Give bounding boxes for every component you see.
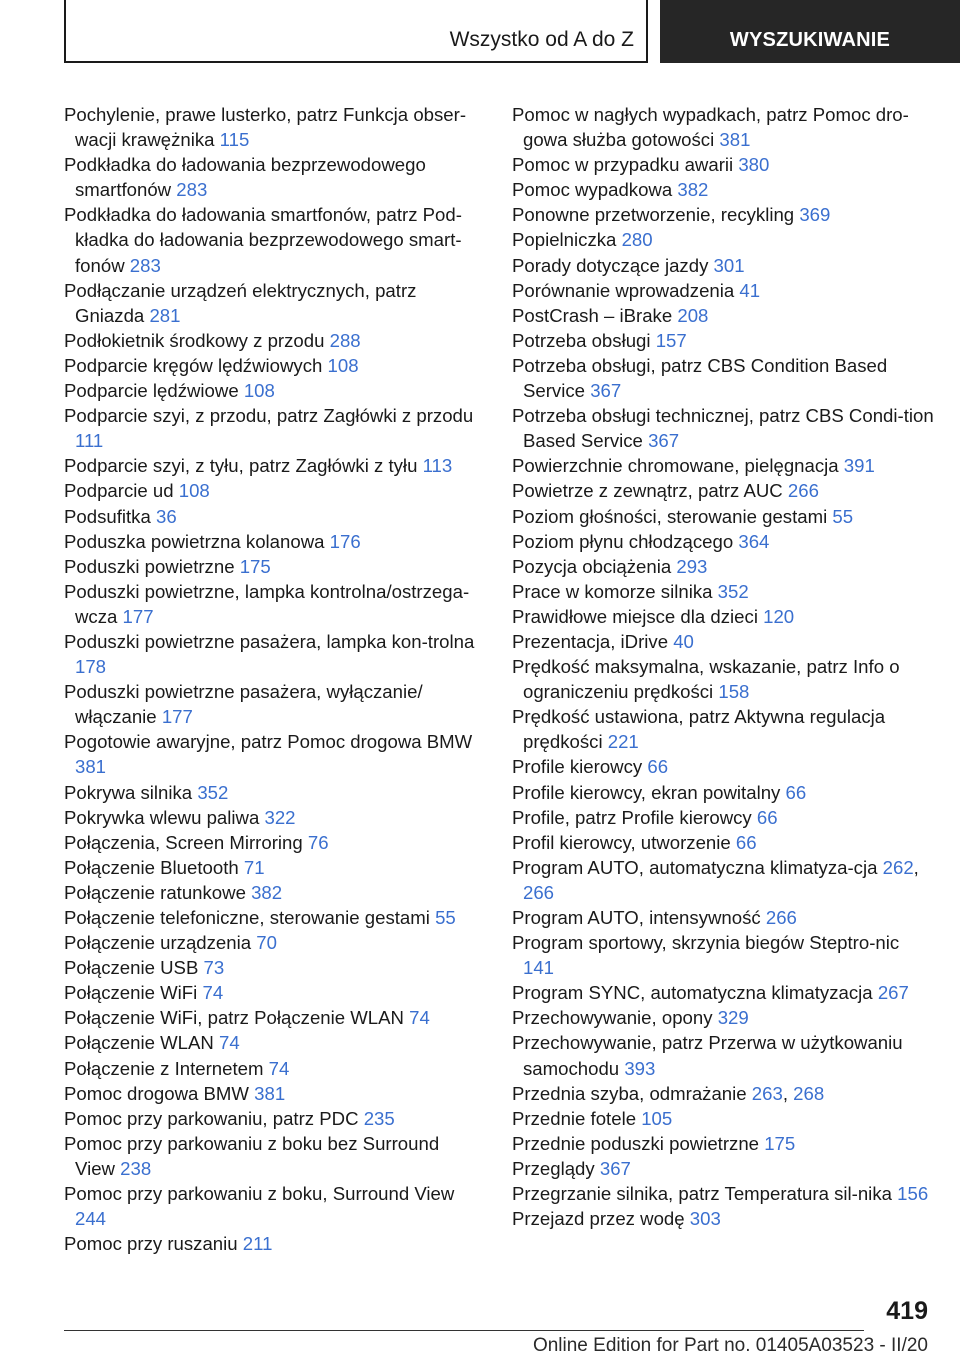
- index-entry: [512, 328, 934, 353]
- page-link[interactable]: 281: [149, 304, 181, 326]
- index-entry: [64, 1081, 484, 1106]
- index-entry-text: Pomoc wypadkowa: [512, 179, 673, 201]
- index-entry: [512, 253, 934, 278]
- page-link[interactable]: 156: [897, 1183, 929, 1205]
- page-link[interactable]: 74: [409, 1007, 430, 1029]
- footer-divider: [64, 1330, 864, 1331]
- page-link[interactable]: 283: [176, 179, 208, 201]
- page-link[interactable]: 141: [523, 957, 555, 979]
- page-link[interactable]: 301: [713, 254, 745, 276]
- page-link[interactable]: 36: [156, 505, 177, 527]
- page-link[interactable]: 263: [751, 1082, 783, 1104]
- page-link[interactable]: 74: [219, 1032, 240, 1054]
- page-link[interactable]: 55: [435, 907, 456, 928]
- index-entry: [64, 930, 484, 955]
- page-link[interactable]: 381: [254, 1082, 286, 1104]
- index-entry-text: Połączenie WiFi: [64, 982, 198, 1004]
- index-column-left: [64, 102, 484, 1256]
- index-entry-text: Ponowne przetworzenie, recykling: [512, 204, 795, 226]
- index-entry: [64, 554, 484, 579]
- index-entry: [64, 152, 484, 202]
- page-link[interactable]: 303: [689, 1208, 721, 1230]
- index-entry-text: Połączenie ratunkowe: [64, 881, 246, 903]
- page-link[interactable]: 352: [197, 781, 229, 803]
- index-entry-text: Popielniczka: [512, 229, 617, 251]
- page-link[interactable]: 288: [329, 329, 361, 351]
- index-entry: [512, 227, 934, 252]
- index-entry: [64, 780, 484, 805]
- index-entry-text: Potrzeba obsługi, patrz CBS Condition Based Service: [512, 354, 888, 402]
- page-link[interactable]: 176: [329, 530, 361, 552]
- index-entry-text: Połączenia, Screen Mirroring: [64, 831, 303, 853]
- page-link[interactable]: 267: [877, 982, 909, 1004]
- index-entry-text: Poziom głośności, sterowanie gestami: [512, 505, 828, 527]
- page-link[interactable]: 108: [178, 480, 210, 502]
- index-entry-text: Powierzchnie chromowane, pielęgnacja: [512, 455, 839, 477]
- page-link[interactable]: 157: [655, 329, 687, 351]
- page-link[interactable]: 105: [641, 1107, 673, 1129]
- page-link[interactable]: 367: [648, 430, 680, 452]
- page-link[interactable]: 115: [219, 129, 250, 151]
- page-link[interactable]: 393: [624, 1057, 656, 1079]
- index-entry-text: Program sportowy, skrzynia biegów Steptro-nic: [512, 932, 900, 954]
- page-link[interactable]: 40: [673, 630, 694, 652]
- page-link[interactable]: 262: [882, 856, 914, 878]
- index-entry-text: Przednie fotele: [512, 1107, 637, 1129]
- page-link[interactable]: 381: [75, 756, 107, 778]
- index-entry: [64, 378, 484, 403]
- page-link[interactable]: 175: [239, 555, 271, 577]
- index-entry: [64, 980, 484, 1005]
- page-link[interactable]: 55: [832, 505, 854, 527]
- index-entry: [64, 729, 484, 779]
- index-entry: [64, 579, 484, 629]
- index-entry-text: PostCrash – iBrake: [512, 304, 673, 326]
- index-entry-text: Poduszki powietrzne pasażera, wyłączanie/ włączanie: [64, 681, 423, 728]
- index-entry-text: Przednia szyba, odmrażanie: [512, 1082, 747, 1104]
- index-entry-text: Pomoc przy parkowaniu z boku, Surround View: [64, 1183, 455, 1205]
- index-entry-text: Profil kierowcy, utworzenie: [512, 831, 731, 853]
- index-entry: [512, 1131, 934, 1156]
- page-link[interactable]: 178: [75, 656, 107, 678]
- index-entry: [64, 1056, 484, 1081]
- index-entry: [512, 478, 934, 503]
- index-entry: [512, 704, 934, 754]
- page-link[interactable]: 73: [203, 957, 225, 979]
- index-entry: Program AUTO, automatyczna klimatyza-cja 262, 266: [512, 856, 919, 903]
- index-entry-text: Połączenie urządzenia: [64, 932, 252, 954]
- index-entry-text: Prezentacja, iDrive: [512, 630, 669, 652]
- index-entry-text: Podłokietnik środkowy z przodu: [64, 329, 325, 351]
- index-entry-text: Połączenie z Internetem: [64, 1057, 264, 1079]
- index-entry: [512, 504, 934, 529]
- index-entry: [64, 403, 484, 453]
- page-link[interactable]: 74: [268, 1057, 290, 1079]
- page-link[interactable]: 70: [256, 932, 277, 954]
- index-entry-text: Pochylenie, prawe lusterko, patrz Funkcja obser-wacji krawężnika: [64, 104, 467, 151]
- index-entry: [64, 102, 484, 152]
- index-entry: [64, 478, 484, 503]
- index-entry: [512, 1106, 934, 1131]
- page-link[interactable]: 322: [264, 806, 296, 828]
- index-entry: [64, 855, 484, 880]
- index-entry: [512, 278, 934, 303]
- index-entry: [64, 353, 484, 378]
- index-entry: [64, 679, 484, 729]
- index-entry-text: Poduszki powietrzne, lampka kontrolna/ostrzega-wcza: [64, 580, 470, 627]
- index-entry: [512, 604, 934, 629]
- index-entry-text: Podparcie kręgów lędźwiowych: [64, 354, 323, 376]
- index-entry: [64, 1106, 484, 1131]
- page-link[interactable]: 66: [735, 831, 757, 853]
- section-title: Wszystko od A do Z: [449, 28, 634, 51]
- page-link[interactable]: 280: [621, 229, 653, 251]
- page-link[interactable]: 367: [599, 1157, 631, 1179]
- index-entry-text: Pomoc przy parkowaniu z boku bez Surround View: [64, 1132, 440, 1179]
- index-entry: [512, 303, 934, 328]
- index-entry: [512, 102, 934, 152]
- page-link[interactable]: 382: [677, 179, 709, 201]
- index-entry-text: Podsufitka: [64, 505, 151, 527]
- index-entry-text: Potrzeba obsługi: [512, 329, 651, 351]
- index-entry-text: Pomoc przy parkowaniu, patrz PDC: [64, 1107, 359, 1129]
- index-entry: [512, 353, 934, 403]
- page-link[interactable]: 66: [785, 781, 807, 803]
- page-link[interactable]: 175: [764, 1132, 796, 1154]
- index-entry-text: Porównanie wprowadzenia: [512, 279, 735, 301]
- index-entry: [512, 554, 934, 579]
- index-entry: [512, 1156, 934, 1181]
- page-link[interactable]: 382: [251, 881, 283, 903]
- index-entry-text: Prawidłowe miejsce dla dzieci: [512, 605, 758, 627]
- index-entry: [512, 1005, 934, 1030]
- index-entry-text: Poduszki powietrzne: [64, 555, 235, 577]
- page-link[interactable]: 266: [523, 881, 555, 903]
- section-tab: [64, 0, 648, 63]
- index-entry-text: Program AUTO, automatyczna klimatyza-cja: [512, 856, 878, 878]
- index-entry: [64, 328, 484, 353]
- page-link[interactable]: 364: [738, 530, 770, 552]
- index-entry-text: Pozycja obciążenia: [512, 555, 672, 577]
- index-entry-text: Prace w komorze silnika: [512, 580, 713, 602]
- index-entry-text: Połączenie Bluetooth: [64, 856, 239, 878]
- index-entry: [512, 780, 934, 805]
- search-tab[interactable]: [660, 0, 960, 63]
- index-entry-text: Profile kierowcy, ekran powitalny: [512, 781, 781, 803]
- page-link[interactable]: 108: [243, 380, 275, 402]
- index-entry-text: Przegrzanie silnika, patrz Temperatura sil-nika: [512, 1183, 892, 1205]
- index-column-right: [512, 102, 934, 1231]
- page-link[interactable]: 244: [75, 1208, 107, 1230]
- index-entry: [64, 805, 484, 830]
- index-entry: [512, 905, 934, 930]
- page-link[interactable]: 367: [590, 380, 622, 402]
- index-entry: [512, 1206, 934, 1231]
- index-entry-text: Podparcie szyi, z tyłu, patrz Zagłówki z tyłu: [64, 455, 418, 477]
- index-entry-text: Powietrze z zewnątrz, patrz AUC: [512, 480, 783, 502]
- page-link[interactable]: 381: [719, 129, 751, 151]
- index-entry: [64, 202, 484, 277]
- index-entry: [512, 629, 934, 654]
- index-entry-text: Potrzeba obsługi technicznej, patrz CBS Condi-tion Based Service: [512, 405, 934, 452]
- index-entry: [512, 754, 934, 779]
- page-link[interactable]: 369: [799, 204, 831, 226]
- index-entry-text: Połączenie USB: [64, 957, 199, 979]
- index-entry-text: Prędkość maksymalna, wskazanie, patrz Info o ograniczeniu prędkości: [512, 656, 900, 703]
- index-entry-text: Porady dotyczące jazdy: [512, 254, 709, 276]
- index-entry: [512, 453, 934, 478]
- index-entry: [64, 880, 484, 905]
- index-entry-text: Połączenie telefoniczne, sterowanie gestami: [64, 907, 430, 928]
- index-entry-text: Przednie poduszki powietrzne: [512, 1132, 760, 1154]
- index-entry: Przednia szyba, odmrażanie 263, 268: [512, 1082, 825, 1104]
- index-entry-text: Podparcie szyi, z przodu, patrz Zagłówki z przodu: [64, 405, 474, 427]
- index-entry-text: Podkładka do ładowania bezprzewodowego smartfonów: [64, 154, 426, 201]
- index-entry-text: Podparcie lędźwiowe: [64, 380, 239, 402]
- index-entry-text: Profile, patrz Profile kierowcy: [512, 806, 752, 828]
- index-entry: [512, 177, 934, 202]
- index-entry: [512, 1030, 934, 1080]
- page-link[interactable]: 113: [422, 455, 453, 477]
- index-entry-text: Prędkość ustawiona, patrz Aktywna regulacja prędkości: [512, 706, 886, 753]
- index-entry-text: Pokrywa silnika: [64, 781, 193, 803]
- index-entry: [64, 1005, 484, 1030]
- index-entry-text: Program SYNC, automatyczna klimatyzacja: [512, 982, 873, 1004]
- page-link[interactable]: 76: [307, 831, 329, 853]
- index-entry: [64, 905, 484, 930]
- page-link[interactable]: 120: [763, 605, 795, 627]
- page-link[interactable]: 352: [717, 580, 749, 602]
- index-entry-text: Poduszka powietrzna kolanowa: [64, 530, 325, 552]
- page-link[interactable]: 108: [327, 354, 359, 376]
- index-entry: [64, 1181, 484, 1231]
- index-entry-text: Podparcie ud: [64, 480, 174, 502]
- page-link[interactable]: 211: [242, 1233, 273, 1255]
- index-entry: [512, 830, 934, 855]
- page-link[interactable]: 266: [765, 907, 797, 928]
- index-entry-text: Profile kierowcy: [512, 756, 643, 778]
- search-tab-label: WYSZUKIWANIE: [729, 29, 891, 51]
- index-entry: [64, 955, 484, 980]
- page-link[interactable]: 380: [738, 154, 770, 176]
- index-entry-text: Połączenie WiFi, patrz Połączenie WLAN: [64, 1007, 404, 1029]
- page-link[interactable]: 208: [677, 304, 709, 326]
- page-link[interactable]: 41: [739, 279, 761, 301]
- page-link[interactable]: 177: [161, 706, 193, 728]
- index-entry-text: Przechowywanie, patrz Przerwa w użytkowaniu samochodu: [512, 1032, 903, 1079]
- index-entry: [512, 1181, 934, 1206]
- index-entry: [64, 1131, 484, 1181]
- page-link[interactable]: 177: [122, 605, 154, 627]
- index-entry: [64, 1231, 484, 1256]
- index-entry: [512, 805, 934, 830]
- edition-note: Online Edition for Part no. 01405A03523 - II/20: [532, 1335, 928, 1356]
- index-entry: [512, 152, 934, 177]
- page-link[interactable]: 238: [120, 1157, 152, 1179]
- index-entry-text: Poduszki powietrzne pasażera, lampka kon-trolna: [64, 630, 475, 652]
- index-entry-text: Przejazd przez wodę: [512, 1208, 685, 1230]
- page-link[interactable]: 158: [718, 681, 750, 703]
- index-entry: [512, 980, 934, 1005]
- index-entry-text: Pomoc przy ruszaniu: [64, 1233, 238, 1255]
- index-entry: [64, 453, 484, 478]
- index-entry-text: Połączenie WLAN: [64, 1032, 214, 1054]
- page-link[interactable]: 66: [647, 756, 669, 778]
- index-entry-text: Pomoc w nagłych wypadkach, patrz Pomoc dro-gowa służba gotowości: [512, 104, 909, 151]
- index-entry-text: Pomoc drogowa BMW: [64, 1082, 249, 1104]
- index-entry-text: Podkładka do ładowania smartfonów, patrz Pod-kładka do ładowania bezprzewodowego smart-fonów: [64, 204, 462, 276]
- index-entry: [512, 930, 934, 980]
- index-entry: [512, 579, 934, 604]
- page-link[interactable]: 329: [717, 1007, 749, 1029]
- page-link[interactable]: 235: [363, 1107, 395, 1129]
- index-entry: [64, 629, 484, 679]
- page-link[interactable]: 391: [843, 455, 875, 477]
- page-link[interactable]: 74: [202, 982, 224, 1004]
- page-link[interactable]: 71: [243, 856, 265, 878]
- index-entry: [64, 830, 484, 855]
- index-entry: [512, 403, 934, 453]
- index-entry-text: Pomoc w przypadku awarii: [512, 154, 734, 176]
- page-link[interactable]: 266: [787, 480, 819, 502]
- index-entry-text: Program AUTO, intensywność: [512, 907, 761, 928]
- index-entry-text: Pogotowie awaryjne, patrz Pomoc drogowa BMW: [64, 731, 473, 753]
- index-entry: [64, 529, 484, 554]
- index-entry: [512, 654, 934, 704]
- index-entry-text: Poziom płynu chłodzącego: [512, 530, 734, 552]
- index-entry-text: Przechowywanie, opony: [512, 1007, 713, 1029]
- index-entry: [64, 1030, 484, 1055]
- page-number: 419: [886, 1297, 928, 1325]
- index-entry: [64, 504, 484, 529]
- page-link[interactable]: 293: [676, 555, 708, 577]
- page-link[interactable]: 221: [607, 731, 639, 753]
- page-link[interactable]: 283: [129, 254, 161, 276]
- page-link[interactable]: 268: [793, 1082, 825, 1104]
- index-entry-text: Przeglądy: [512, 1157, 595, 1179]
- page-link[interactable]: 111: [75, 430, 104, 452]
- index-entry: [512, 202, 934, 227]
- index-entry-text: Pokrywka wlewu paliwa: [64, 806, 260, 828]
- index-entry-text: Podłączanie urządzeń elektrycznych, patrz Gniazda: [64, 279, 417, 326]
- index-entry: [512, 529, 934, 554]
- page-link[interactable]: 66: [756, 806, 778, 828]
- index-entry: [64, 278, 484, 328]
